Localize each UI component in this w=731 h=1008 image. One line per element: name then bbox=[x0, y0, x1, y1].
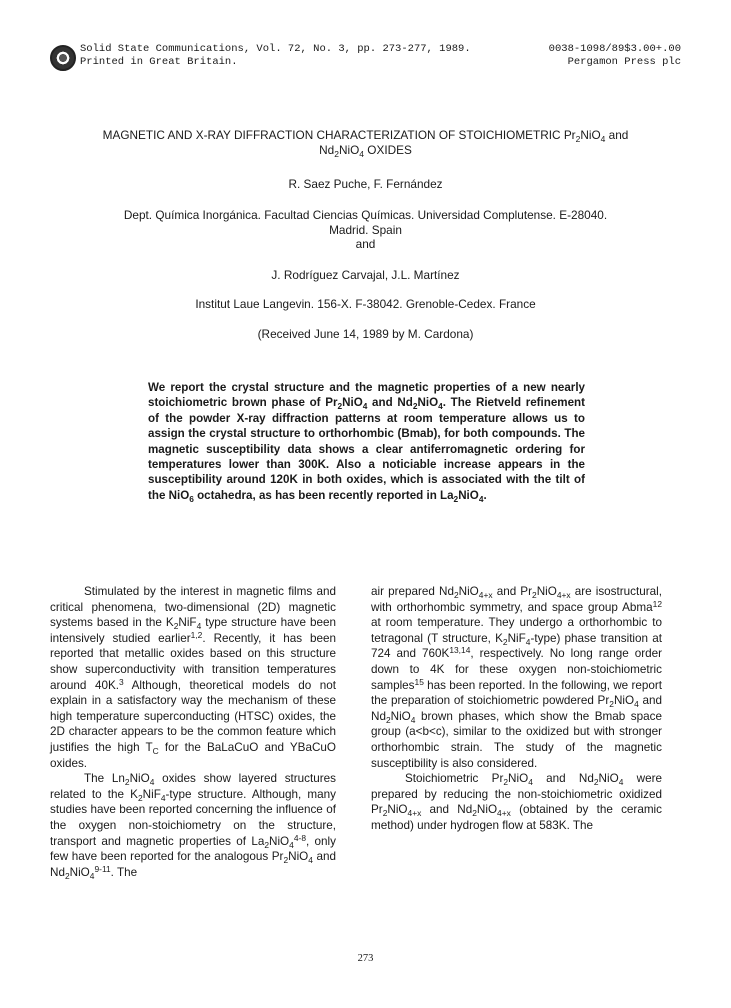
journal-citation bbox=[80, 43, 471, 69]
left-paragraph-1: Stimulated by the interest in magnetic films and critical phenomena, two-dimensional (2D) magnetic systems based in the $K_2NiF_4$ type structure have been intensively studied earlier$^{1,2}$. Recently, it has been reported that metallic oxides based on this structure show superconductivity with transition temperatures around 40K.$^3$ Although, theoretical models do not explain in a satisfactory way the mechanism of these high temperature superconducting (HTSC) oxides, the 2D character appears to be the common feature which justifies the high $T_C$ for the BaLaCuO and YBaCuO oxides. bbox=[50, 585, 336, 770]
journal-line: Solid State Communications, Vol. 72, No. 3, pp. 273-277, 1989. bbox=[80, 43, 471, 55]
body-column-right bbox=[371, 584, 662, 834]
title-line-1: MAGNETIC AND X-RAY DIFFRACTION CHARACTERIZATION OF STOICHIOMETRIC $Pr_2NiO_4$ and bbox=[102, 128, 629, 144]
issn-code: 0038-1098/89$3.00+.00 bbox=[548, 43, 681, 55]
left-paragraph-2: The $Ln_2NiO_4$ oxides show layered structures related to the $K_2NiF_4$-type structure. Although, many studies have been reported concerning the influence of the oxygen non-stoichiometry on the structure, transport and magnetic properties of $La_2NiO_4^{4-8}$, only few have been reported for the analogous $Pr_2NiO_4$ and $Nd_2NiO_4^{9-11}$. The bbox=[50, 772, 337, 881]
journal-header bbox=[50, 43, 471, 71]
authors-group-2: J. Rodríguez Carvajal, J.L. Martínez bbox=[271, 268, 460, 282]
printed-line: Printed in Great Britain. bbox=[80, 56, 238, 68]
affiliation-1-line-1: Dept. Química Inorgánica. Facultad Ciencias Químicas. Universidad Complutense. E-28040. bbox=[123, 208, 608, 222]
received-date: (Received June 14, 1989 by M. Cardona) bbox=[257, 327, 474, 341]
affiliation-1-line-2: Madrid. Spain bbox=[329, 223, 402, 237]
and-separator: and bbox=[355, 237, 376, 251]
publisher-info bbox=[549, 43, 681, 69]
paper-title bbox=[60, 128, 671, 158]
page-number: 273 bbox=[357, 953, 374, 964]
body-column-left bbox=[50, 584, 336, 880]
right-paragraph-2: Stoichiometric $Pr_2NiO_4$ and $Nd_2NiO_4$ were prepared by reducing the non-stoichiometric oxidized $Pr_2NiO_{4+x}$ and $Nd_2NiO_{4+x}$ (obtained by the ceramic method) under hydrogen flow at 583K. The bbox=[371, 772, 662, 832]
right-paragraph-1: air prepared $Nd_2NiO_{4+x}$ and $Pr_2NiO_{4+x}$ are isostructural, with orthorhombic symmetry, and space group Abma$^{12}$ at room temperature. They undergo a orthorhombic to tetragonal (T structure, $K_2NiF_4-type$) phase transition at 724 and $760K^{13,14}$, respectively. No long range order down to 4K for these oxygen non-stoichiometric samples$^{15}$ has been reported. In the following, we report the preparation of stoichiometric powdered $Pr_2NiO_4$ and $Nd_2NiO_4$ brown phases, which show the Bmab space group (a<b<c), similar to the oxidized but with stronger orthorhombic strain. The study of the magnetic susceptibility is also considered. bbox=[371, 585, 662, 770]
publisher-name: Pergamon Press plc bbox=[567, 56, 681, 68]
abstract: We report the crystal structure and the magnetic properties of a new nearly stoichiometric brown phase of $Pr_2NiO_4$ and $Nd_2NiO_4$. The Rietveld refinement of the powder X-ray diffraction patterns at room temperature allows us to assign the crystal structure to orthorhombic (Bmab), for both compounds. The magnetic susceptibility data shows a clear antiferromagnetic ordering for temperatures lower than 300K. Also a noticiable increase appears in the susceptibility around 120K in both oxides, which is associated with the tilt of the NiO$_6$ octahedra, as has been recently reported in $La_2NiO_4$. bbox=[148, 381, 585, 504]
title-line-2: $Nd_2NiO_4$ OXIDES bbox=[319, 143, 412, 159]
affiliation-2: Institut Laue Langevin. 156-X. F-38042. Grenoble-Cedex. France bbox=[195, 297, 536, 311]
publisher-logo-icon bbox=[50, 45, 76, 71]
authors-group-1: R. Saez Puche, F. Fernández bbox=[288, 177, 443, 191]
